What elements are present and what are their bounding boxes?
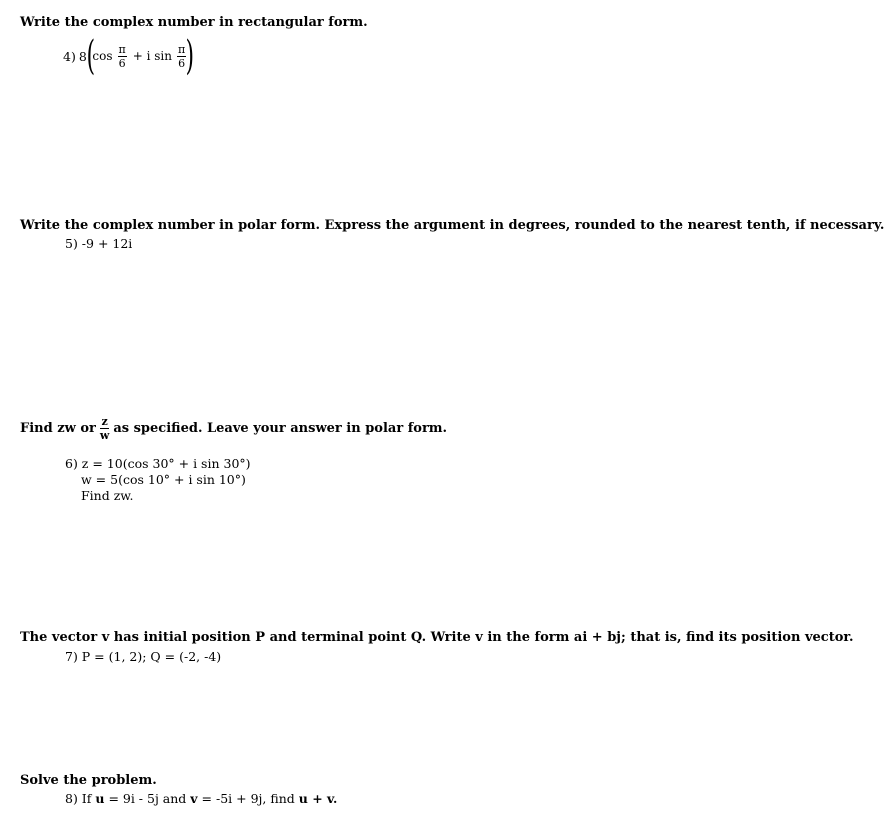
vector-sum: u + v.	[298, 791, 338, 806]
section-heading-rectangular: Write the complex number in rectangular form.	[20, 15, 368, 30]
section-heading-product-quotient	[20, 416, 447, 441]
vector-u: u	[95, 791, 105, 806]
fraction-pi-over-6-a	[118, 44, 127, 69]
section-heading-solve: Solve the problem.	[20, 773, 157, 788]
numerator: z	[101, 415, 108, 428]
fraction-z-over-w	[100, 416, 109, 441]
problem-5: 5) -9 + 12i	[65, 236, 133, 251]
problem-7: 7) P = (1, 2); Q = (-2, -4)	[65, 649, 222, 664]
coefficient: 8	[78, 48, 87, 64]
right-paren: )	[185, 33, 195, 79]
problem-6-line-3: Find zw.	[81, 488, 134, 503]
numerator: π	[178, 42, 186, 56]
plus-i-sin-label: + i sin	[132, 49, 172, 63]
problem-number: 4)	[63, 48, 76, 64]
heading-text-after: as specified. Leave your answer in polar form.	[113, 421, 448, 436]
left-paren: (	[86, 33, 95, 79]
denominator: w	[99, 429, 110, 442]
equation-v: = -5i + 9j, find	[201, 791, 295, 806]
numerator: π	[118, 42, 126, 56]
heading-text-before: Find zw or	[20, 421, 96, 436]
section-heading-polar: Write the complex number in polar form. Express the argument in degrees, rounded to the nearest tenth, if necessary.	[20, 218, 884, 233]
cos-label: cos	[92, 49, 113, 63]
denominator: 6	[118, 56, 126, 70]
problem-8	[65, 791, 337, 806]
problem-6-line-1: 6) z = 10(cos 30° + i sin 30°)	[65, 456, 251, 471]
problem-prefix: 8) If	[65, 791, 92, 806]
denominator: 6	[178, 56, 186, 70]
vector-v: v	[190, 791, 198, 806]
problem-4	[63, 33, 198, 79]
section-heading-vector: The vector v has initial position P and terminal point Q. Write v in the form ai + bj; that is, find its position vector.	[20, 630, 854, 645]
equation-u: = 9i - 5j and	[108, 791, 187, 806]
problem-6-line-2: w = 5(cos 10° + i sin 10°)	[81, 472, 246, 487]
